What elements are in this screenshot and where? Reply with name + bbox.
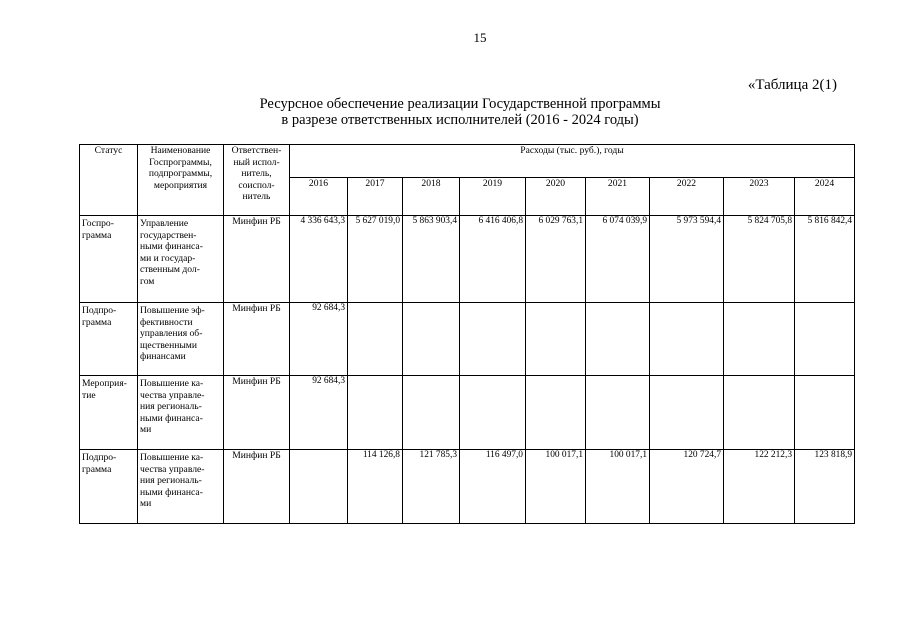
name-line: ми	[140, 424, 152, 435]
value-cell-2024: 5 816 842,4	[795, 216, 855, 303]
status-line: грамма	[82, 463, 112, 475]
name-line: финансами	[140, 351, 186, 362]
header-name-line: мероприятия	[153, 179, 208, 191]
resource-table	[79, 144, 855, 524]
value-cell-2018: 121 785,3	[403, 450, 460, 524]
value-cell-2022: 120 724,7	[650, 450, 724, 524]
value-cell-2022	[650, 376, 724, 450]
name-line: государствен-	[140, 229, 197, 241]
name-line: фективности	[140, 316, 193, 328]
name-line: ми	[140, 498, 152, 509]
name-line: гом	[140, 275, 155, 287]
value-cell-2022: 5 973 594,4	[650, 216, 724, 303]
name-cell	[138, 303, 224, 376]
value-cell-2019: 6 416 406,8	[460, 216, 526, 303]
status-line: Госпро-	[82, 218, 114, 229]
value-cell-2023	[724, 303, 795, 376]
title-line: Ресурсное обеспечение реализации Государственной программы	[259, 96, 661, 112]
value-cell-2018	[403, 376, 460, 450]
executor-cell: Минфин РБ	[224, 216, 290, 303]
table-row	[80, 450, 855, 524]
year-header: 2017	[348, 178, 403, 216]
header-expenses: Расходы (тыс. руб.), годы	[290, 145, 855, 178]
value-cell-2019	[460, 303, 526, 376]
name-line: ми и государ-	[140, 252, 196, 264]
value-cell-2021	[586, 376, 650, 450]
status-cell	[80, 450, 138, 524]
year-header: 2020	[526, 178, 586, 216]
table-row	[80, 303, 855, 376]
value-cell-2016: 92 684,3	[290, 303, 348, 376]
header-name	[138, 145, 224, 216]
value-cell-2023: 5 824 705,8	[724, 216, 795, 303]
table-row	[80, 376, 855, 450]
executor-cell: Минфин РБ	[224, 376, 290, 450]
value-cell-2020: 6 029 763,1	[526, 216, 586, 303]
title-line: в разрезе ответственных исполнителей (2016 - 2024 годы)	[281, 112, 639, 128]
value-cell-2018: 5 863 903,4	[403, 216, 460, 303]
value-cell-2023	[724, 376, 795, 450]
page-number: 15	[473, 30, 487, 45]
value-cell-2020: 100 017,1	[526, 450, 586, 524]
header-executor-line: ный испол-	[233, 156, 280, 168]
value-cell-2020	[526, 376, 586, 450]
value-cell-2019	[460, 376, 526, 450]
status-cell	[80, 376, 138, 450]
table-body	[80, 145, 855, 524]
status-line: грамма	[82, 316, 112, 328]
value-cell-2016: 4 336 643,3	[290, 216, 348, 303]
year-header: 2021	[586, 178, 650, 216]
name-cell	[138, 450, 224, 524]
value-cell-2017: 114 126,8	[348, 450, 403, 524]
name-line: ния региональ-	[140, 401, 202, 412]
header-status: Статус	[80, 145, 138, 216]
name-line: ными финанса-	[140, 486, 203, 498]
value-cell-2024	[795, 303, 855, 376]
name-line: Повышение ка-	[140, 452, 204, 463]
name-line: ния региональ-	[140, 475, 202, 486]
name-line: щественными	[140, 339, 197, 351]
value-cell-2023: 122 212,3	[724, 450, 795, 524]
status-cell	[80, 216, 138, 303]
name-cell	[138, 216, 224, 303]
value-cell-2019: 116 497,0	[460, 450, 526, 524]
value-cell-2017: 5 627 019,0	[348, 216, 403, 303]
header-executor-line: нитель	[242, 191, 271, 202]
header-executor-line: нитель,	[241, 168, 272, 179]
status-line: Подпро-	[82, 452, 117, 463]
year-header: 2022	[650, 178, 724, 216]
value-cell-2016: 92 684,3	[290, 376, 348, 450]
header-executor	[224, 145, 290, 216]
value-cell-2021: 6 074 039,9	[586, 216, 650, 303]
name-line: Повышение ка-	[140, 378, 204, 389]
header-name-line: Наименование	[150, 145, 211, 156]
name-line: чества управле-	[140, 389, 205, 401]
document-title	[0, 96, 905, 128]
name-line: Повышение эф-	[140, 305, 205, 316]
status-line: грамма	[82, 229, 112, 241]
year-header: 2024	[795, 178, 855, 216]
year-header: 2016	[290, 178, 348, 216]
value-cell-2024	[795, 376, 855, 450]
header-executor-line: соиспол-	[238, 179, 275, 191]
status-line: тие	[82, 389, 96, 401]
table-row	[80, 216, 855, 303]
value-cell-2021	[586, 303, 650, 376]
header-name-line: Госпрограммы,	[149, 156, 212, 168]
executor-cell: Минфин РБ	[224, 303, 290, 376]
year-header: 2019	[460, 178, 526, 216]
status-line: Мероприя-	[82, 378, 127, 389]
name-line: Управление	[140, 218, 189, 229]
name-line: ственным дол-	[140, 264, 200, 275]
name-line: ными финанса-	[140, 241, 203, 252]
value-cell-2022	[650, 303, 724, 376]
name-line: ными финанса-	[140, 412, 203, 424]
header-executor-line: Ответствен-	[231, 145, 282, 156]
header-name-line: подпрограммы,	[148, 168, 213, 179]
value-cell-2016	[290, 450, 348, 524]
year-header: 2023	[724, 178, 795, 216]
name-cell	[138, 376, 224, 450]
header-row	[80, 145, 855, 178]
status-cell	[80, 303, 138, 376]
status-line: Подпро-	[82, 305, 117, 316]
value-cell-2024: 123 818,9	[795, 450, 855, 524]
table-reference: «Таблица 2(1)	[747, 77, 837, 93]
year-header: 2018	[403, 178, 460, 216]
value-cell-2021: 100 017,1	[586, 450, 650, 524]
value-cell-2017	[348, 376, 403, 450]
value-cell-2020	[526, 303, 586, 376]
value-cell-2018	[403, 303, 460, 376]
name-line: управления об-	[140, 328, 203, 339]
name-line: чества управле-	[140, 463, 205, 475]
value-cell-2017	[348, 303, 403, 376]
executor-cell: Минфин РБ	[224, 450, 290, 524]
